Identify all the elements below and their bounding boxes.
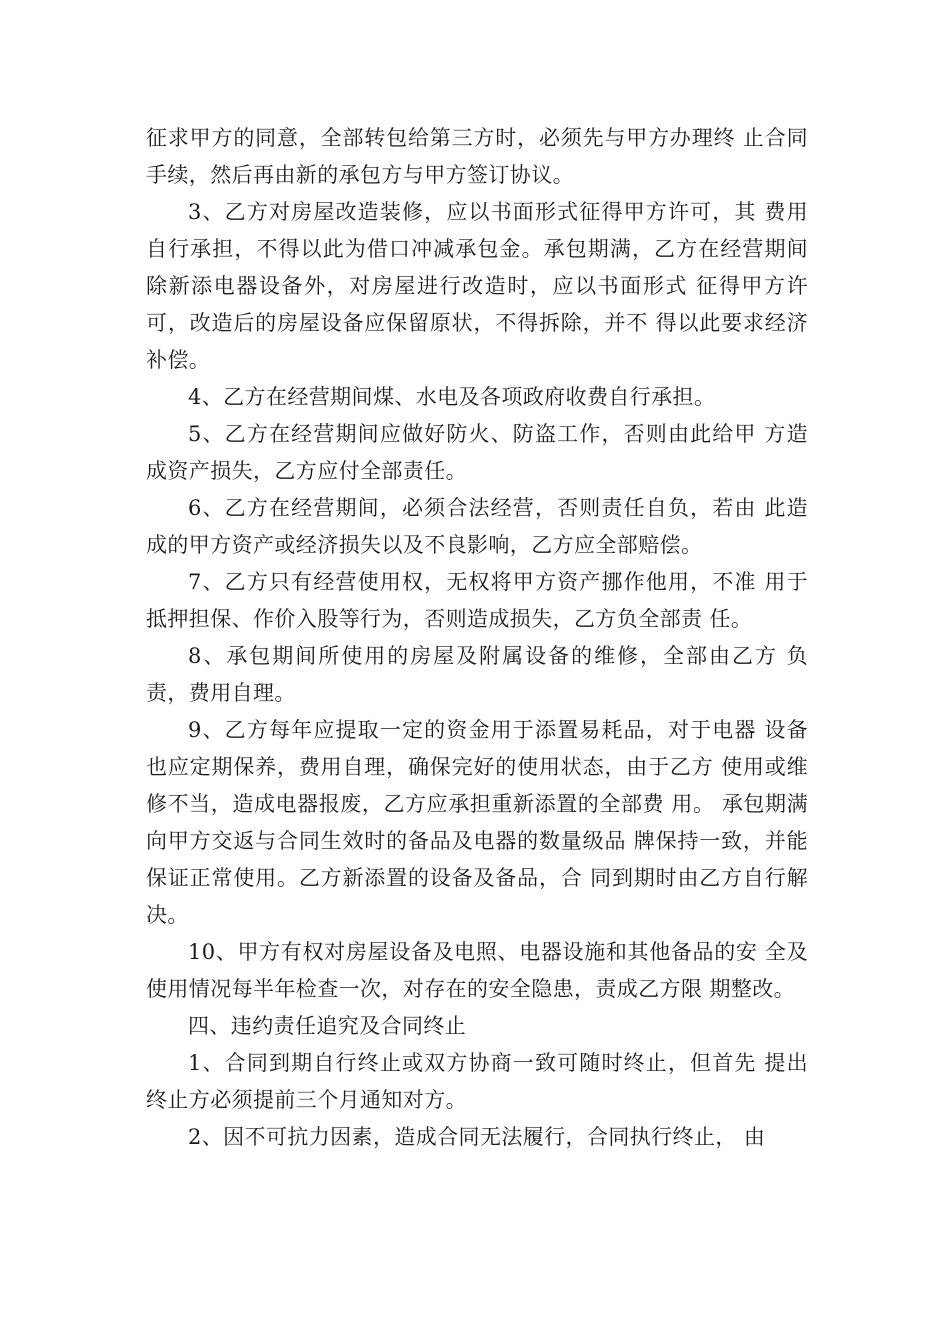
termination-clause-1: 1、合同到期自行终止或双方协商一致可随时终止，但首先 提出终止方必须提前三个月通知对方。 bbox=[146, 1051, 808, 1112]
clause-5: 5、乙方在经营期间应做好防火、防盗工作，否则由此给甲 方造成资产损失，乙方应付全部责任。 bbox=[146, 422, 808, 483]
clause-10: 10、甲方有权对房屋设备及电照、电器设施和其他备品的安 全及使用情况每半年检查一次，对存在的安全隐患，责成乙方限 期整改。 bbox=[146, 940, 808, 1001]
document-body bbox=[146, 120, 808, 1156]
clause-4: 4、乙方在经营期间煤、水电及各项政府收费自行承担。 bbox=[188, 385, 716, 409]
clause-7: 7、乙方只有经营使用权，无权将甲方资产挪作他用，不准 用于抵押担保、作价入股等行为，否则造成损失，乙方负全部责 任。 bbox=[146, 570, 808, 631]
clause-9: 9、乙方每年应提取一定的资金用于添置易耗品，对于电器 设备也应定期保养，费用自理，确保完好的使用状态，由于乙方 使用或维修不当，造成电器报废，乙方应承担重新添置的全部费 用。 承包期满向甲方交返与合同生效时的备品及电器的数量级品 牌保持一致，并能保证正常使用。乙方新添置的设备及备品，合 同到期时由乙方自行解决。 bbox=[146, 718, 808, 927]
section-heading: 四、违约责任追究及合同终止 bbox=[188, 1014, 467, 1038]
clause-6: 6、乙方在经营期间，必须合法经营，否则责任自负，若由 此造成的甲方资产或经济损失以及不良影响，乙方应全部赔偿。 bbox=[146, 496, 808, 557]
paragraph-continuation: 征求甲方的同意，全部转包给第三方时，必须先与甲方办理终 止合同手续，然后再由新的承包方与甲方签订协议。 bbox=[146, 126, 808, 187]
clause-8: 8、承包期间所使用的房屋及附属设备的维修，全部由乙方 负责，费用自理。 bbox=[146, 644, 808, 705]
termination-clause-2: 2、因不可抗力因素，造成合同无法履行，合同执行终止， 由 bbox=[188, 1125, 766, 1149]
clause-3: 3、乙方对房屋改造装修，应以书面形式征得甲方许可，其 费用自行承担，不得以此为借口冲减承包金。承包期满，乙方在经营期间除新添电器设备外，对房屋进行改造时，应以书面形式 征得甲方许可，改造后的房屋设备应保留原状，不得拆除，并不 得以此要求经济补偿。 bbox=[146, 200, 808, 372]
